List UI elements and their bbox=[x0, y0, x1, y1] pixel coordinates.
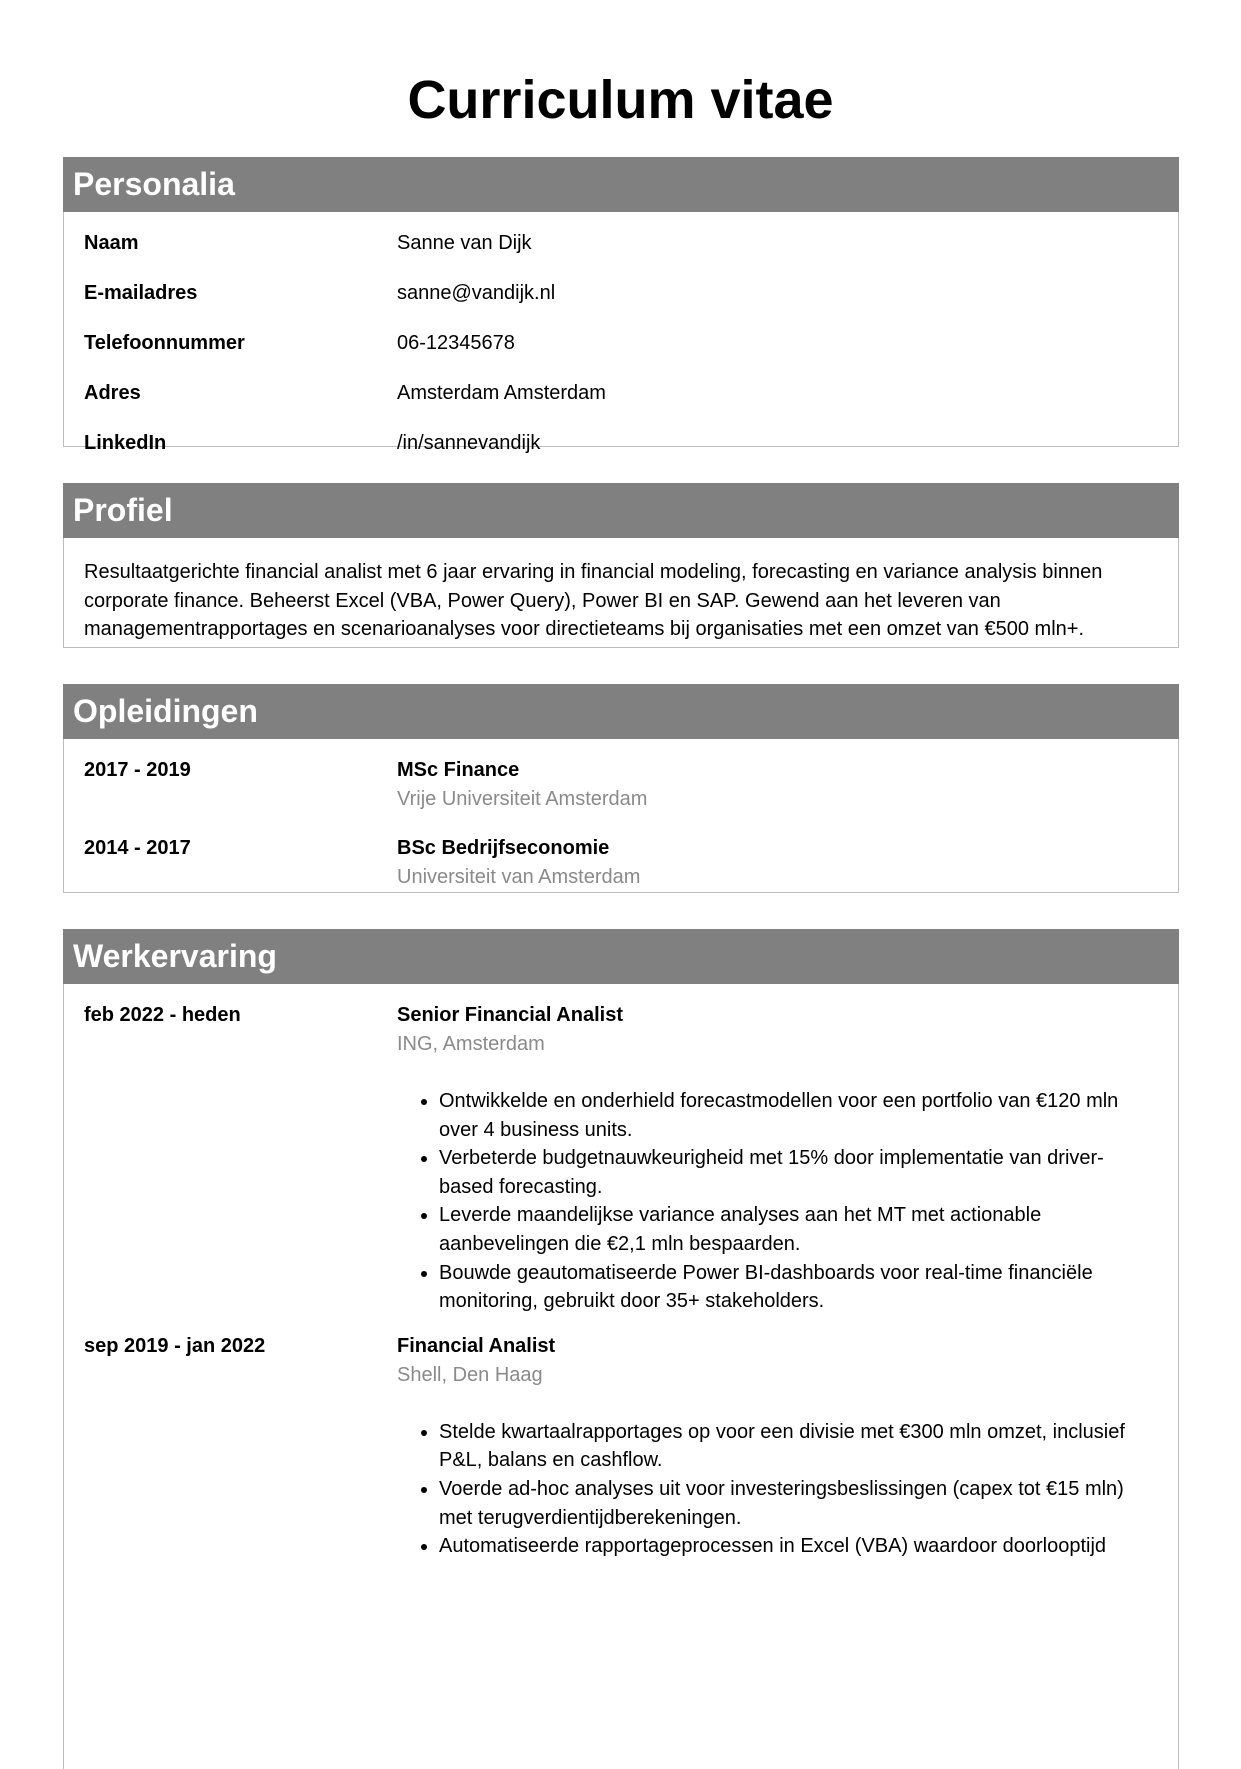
education-institution: Universiteit van Amsterdam bbox=[397, 866, 641, 888]
education-degree: MSc Finance bbox=[397, 759, 520, 781]
education-item bbox=[84, 834, 1158, 892]
personalia-heading: Personalia bbox=[63, 157, 1179, 212]
field-row-email bbox=[84, 279, 1158, 329]
werkervaring-heading: Werkervaring bbox=[63, 929, 1179, 984]
personalia-section bbox=[63, 157, 1179, 454]
field-label: LinkedIn bbox=[84, 432, 167, 454]
profiel-heading: Profiel bbox=[63, 483, 1179, 538]
field-row-telefoon bbox=[84, 329, 1158, 379]
job-company: ING, Amsterdam bbox=[397, 1033, 545, 1055]
field-value: 06-12345678 bbox=[397, 332, 515, 354]
job-period: feb 2022 - heden bbox=[84, 1004, 241, 1026]
list-item: • Bouwde geautomatiseerde Power BI-dashboards voor real-time financiële monitoring, gebruikt door 35+ stakeholders. bbox=[439, 1259, 1158, 1316]
education-degree: BSc Bedrijfseconomie bbox=[397, 837, 610, 859]
opleidingen-heading: Opleidingen bbox=[63, 684, 1179, 739]
field-row-naam bbox=[84, 229, 1158, 279]
opleidingen-section bbox=[63, 684, 1179, 893]
profiel-section bbox=[63, 483, 1179, 648]
linkedin-link[interactable]: /in/sannevandijk bbox=[397, 432, 541, 454]
email-link[interactable]: sanne@vandijk.nl bbox=[397, 282, 556, 304]
field-row-linkedin bbox=[84, 429, 1158, 479]
job-bullet-list bbox=[397, 1418, 1158, 1561]
education-period: 2017 - 2019 bbox=[84, 759, 191, 781]
field-label: Telefoonnummer bbox=[84, 332, 245, 354]
education-item bbox=[84, 756, 1158, 814]
field-row-adres bbox=[84, 379, 1158, 429]
list-item: • Voerde ad-hoc analyses uit voor investeringsbeslissingen (capex tot €15 mln) met terugverdientijdberekeningen. bbox=[439, 1475, 1158, 1532]
list-item: • Ontwikkelde en onderhield forecastmodellen voor een portfolio van €120 mln over 4 business units. bbox=[439, 1087, 1158, 1144]
job-item bbox=[84, 1001, 1158, 1316]
profile-text: Resultaatgerichte financial analist met 6 jaar ervaring in financial modeling, forecasting en variance analysis binnen corporate finance. Beheerst Excel (VBA, Power Query), Power BI en SAP. Gewend aan het leveren van managementrapportages en scenarioanalyses voor directieteams bij organisaties met een omzet van €500 mln+. bbox=[84, 561, 1103, 640]
list-item: • Verbeterde budgetnauwkeurigheid met 15% door implementatie van driver-based forecasting. bbox=[439, 1144, 1158, 1201]
list-item: • Stelde kwartaalrapportages op voor een divisie met €300 mln omzet, inclusief P&L, balans en cashflow. bbox=[439, 1418, 1158, 1475]
job-item bbox=[84, 1332, 1158, 1561]
job-title: Senior Financial Analist bbox=[397, 1004, 623, 1026]
job-company: Shell, Den Haag bbox=[397, 1363, 543, 1386]
list-item: • Automatiseerde rapportageprocessen in Excel (VBA) waardoor doorlooptijd bbox=[439, 1532, 1158, 1561]
field-label: Naam bbox=[84, 232, 139, 254]
job-title: Financial Analist bbox=[397, 1334, 556, 1357]
education-period: 2014 - 2017 bbox=[84, 837, 191, 859]
field-label: E-mailadres bbox=[84, 282, 198, 304]
job-period: sep 2019 - jan 2022 bbox=[84, 1334, 266, 1357]
field-label: Adres bbox=[84, 382, 141, 404]
field-value: Amsterdam Amsterdam bbox=[397, 382, 606, 404]
job-bullet-list bbox=[397, 1087, 1158, 1316]
list-item: • Leverde maandelijkse variance analyses aan het MT met actionable aanbevelingen die €2,1 mln bespaarden. bbox=[439, 1201, 1158, 1258]
field-value: Sanne van Dijk bbox=[397, 232, 532, 254]
education-institution: Vrije Universiteit Amsterdam bbox=[397, 788, 648, 810]
page-title: Curriculum vitae bbox=[407, 70, 834, 130]
werkervaring-section bbox=[63, 929, 1179, 1769]
